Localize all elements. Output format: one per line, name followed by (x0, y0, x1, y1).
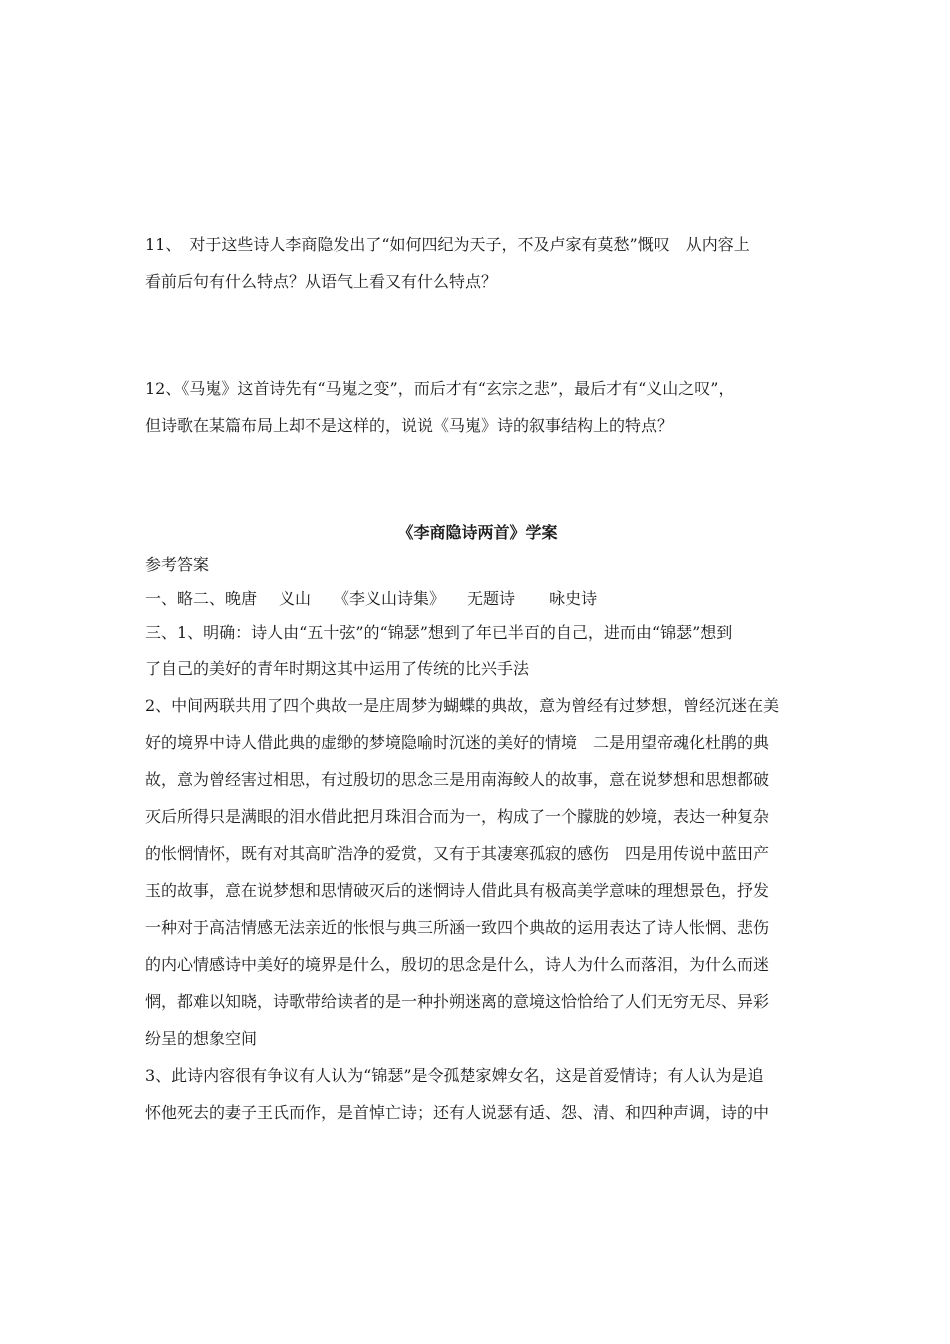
answer-paragraph-line: 灭后所得只是满眼的泪水借此把月珠泪合而为一，构成了一个朦胧的妙境，表达一种复杂 (145, 807, 770, 826)
answer-paragraph-line: 好的境界中诗人借此典的虚缈的梦境隐喻时沉迷的美好的情境 二是用望帝魂化杜鹃的典 (145, 733, 770, 752)
answer-paragraph-line: 的内心情感诗中美好的境界是什么，殷切的思念是什么，诗人为什么而落泪，为什么而迷 (145, 955, 770, 974)
question-line: 11、 对于这些诗人李商隐发出了“如何四纪为天子，不及卢家有莫愁”慨叹 从内容上 (145, 235, 750, 254)
question-12 (145, 370, 810, 444)
answer-paragraph-line: 2、中间两联共用了四个典故一是庄周梦为蝴蝶的典故，意为曾经有过梦想，曾经沉迷在美 (145, 696, 780, 715)
answer-line-1 (145, 582, 810, 616)
answer-item: 咏史诗 (549, 589, 598, 608)
answer-paragraph-line: 故，意为曾经害过相思，有过殷切的思念三是用南海鲛人的故事，意在说梦想和思想都破 (145, 770, 770, 789)
answer-label: 参考答案 (145, 555, 210, 574)
answer-paragraph-line: 三、1、明确：诗人由“五十弦”的“锦瑟”想到了年已半百的自己，进而由“锦瑟”想到 (145, 623, 733, 642)
answer-paragraph-line: 的怅惘情怀，既有对其高旷浩净的爱赏，又有于其凄寒孤寂的感伤 四是用传说中蓝田产 (145, 844, 770, 863)
question-line: 12、《马嵬》这首诗先有“马嵬之变”，而后才有“玄宗之悲”，最后才有“义山之叹”， (145, 379, 735, 398)
answer-paragraph-line: 惘，都难以知晓，诗歌带给读者的是一种扑朔迷离的意境这恰恰给了人们无穷无尽、异彩 (145, 992, 770, 1011)
answer-paragraph-line: 纷呈的想象空间 (145, 1029, 258, 1048)
question-11 (145, 226, 810, 300)
answer-prefix: 一、略二、晚唐 (145, 589, 258, 608)
answer-section (145, 548, 810, 1131)
answer-paragraph-line: 怀他死去的妻子王氏而作，是首悼亡诗；还有人说瑟有适、怨、清、和四种声调，诗的中 (145, 1103, 770, 1122)
question-line: 看前后句有什么特点？从语气上看又有什么特点？ (145, 272, 498, 291)
answer-paragraph-line: 了自己的美好的青年时期这其中运用了传统的比兴手法 (145, 659, 530, 678)
question-line: 但诗歌在某篇布局上却不是这样的，说说《马嵬》诗的叙事结构上的特点？ (145, 416, 674, 435)
answer-item: 义山 (279, 589, 312, 608)
answer-paragraph-line: 3、此诗内容很有争议有人认为“锦瑟”是令孤楚家婢女名，这是首爱情诗；有人认为是追 (145, 1066, 764, 1085)
answer-item: 《李义山诗集》 (333, 589, 446, 608)
answer-paragraph-line: 玉的故事，意在说梦想和思情破灭后的迷惘诗人借此具有极高美学意味的理想景色，抒发 (145, 881, 770, 900)
answer-section-title: 《李商隐诗两首》学案 (397, 523, 558, 542)
answer-item: 无题诗 (467, 589, 516, 608)
answer-paragraph-line: 一种对于高洁情感无法亲近的怅恨与典三所涵一致四个典故的运用表达了诗人怅惘、悲伤 (145, 918, 770, 937)
